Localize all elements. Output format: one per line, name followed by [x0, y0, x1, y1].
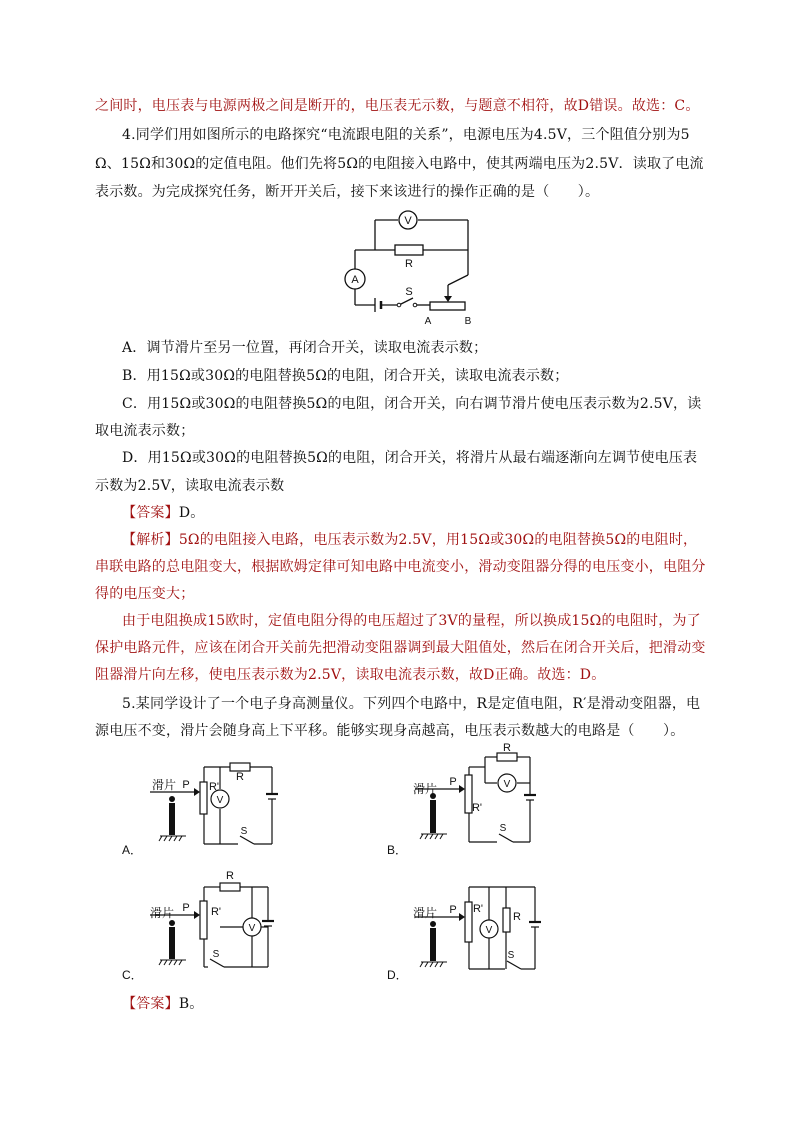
end-b-label: B — [464, 316, 472, 327]
explanation-line-2: 串联电路的总电阻变大，根据欧姆定律可知电路中电流变小，滑动变阻器分得的电压变小，电阻分 — [95, 559, 706, 575]
question-4-line-1: 4.同学们用如图所示的电路探究“电流跟电阻的关系”，电源电压为4.5V，三个阻值分别为5 — [122, 127, 690, 143]
voltmeter-label: V — [485, 925, 493, 936]
switch-label: S — [405, 286, 413, 298]
p-label: P — [449, 776, 457, 788]
end-a-label: A — [424, 316, 432, 327]
explanation-line-1 — [122, 530, 697, 550]
option-4-d-line-2: 示数为2.5V，读取电流表示数 — [95, 478, 285, 494]
question-4-line-2: Ω、15Ω和30Ω的定值电阻。他们先将5Ω的电阻接入电路中，使其两端电压为2.5V．读取了电流 — [95, 156, 704, 172]
person-icon — [430, 921, 436, 961]
p-label: P — [182, 902, 190, 914]
r-label: R — [226, 870, 234, 882]
option-4-c-line-2: 取电流表示数； — [95, 423, 195, 439]
s-label: S — [499, 823, 507, 834]
option-label: A． — [122, 843, 143, 857]
answer-label: 【答案】 — [122, 996, 179, 1012]
s-label: S — [507, 950, 515, 961]
option-4-b: B．用15Ω或30Ω的电阻替换5Ω的电阻，闭合开关，读取电流表示数； — [122, 368, 569, 384]
voltmeter-label: V — [216, 795, 224, 806]
voltmeter-label: V — [404, 215, 412, 227]
prev-answer-tail: 之间时，电压表与电源两极之间是断开的，电压表无示数，与题意不相符，故D错误。故选：C。 — [95, 98, 700, 114]
q5-figure-a — [120, 752, 290, 862]
r-label: R — [513, 911, 521, 923]
slider-label: 滑片 — [152, 778, 177, 792]
explanation-line-4: 由于电阻换成15欧时，定值电阻分得的电压超过了3V的量程，所以换成15Ω的电阻时，为了 — [122, 613, 701, 629]
answer-4 — [122, 503, 204, 523]
option-4-a: A．调节滑片至另一位置，再闭合开关，读取电流表示数； — [122, 340, 488, 356]
r-label: R — [236, 771, 244, 783]
resistor-label: R — [405, 258, 413, 270]
q4-circuit-diagram — [335, 205, 485, 330]
slider-label: 滑片 — [413, 782, 438, 796]
explanation-line-3: 得的电压变大； — [95, 586, 195, 602]
option-4-d-line-1: D．用15Ω或30Ω的电阻替换5Ω的电阻，闭合开关，将滑片从最右端逐渐向左调节使电压表 — [122, 450, 698, 466]
r-prime-label: R' — [208, 781, 220, 793]
r-prime-label: R' — [471, 802, 483, 814]
explanation-line-5: 保护电路元件，应该在闭合开关前先把滑动变阻器调到最大阻值处，然后在闭合开关后，把滑动变 — [95, 640, 706, 656]
explanation-label: 【解析】 — [122, 532, 179, 548]
option-label: D． — [387, 968, 408, 982]
r-label: R — [503, 742, 511, 754]
person-icon — [169, 796, 175, 835]
person-icon — [169, 920, 175, 959]
p-label: P — [449, 904, 457, 916]
answer-5 — [122, 994, 204, 1014]
option-label: B． — [387, 843, 408, 857]
person-icon — [430, 793, 436, 833]
question-5-line-1: 5.某同学设计了一个电子身高测量仪。下列四个电路中，R是定值电阻，R′是滑动变阻器，电 — [122, 696, 701, 712]
q5-figure-c — [120, 865, 290, 983]
answer-label: 【答案】 — [122, 505, 179, 521]
slider-label: 滑片 — [150, 906, 175, 920]
question-4-line-3: 表示数。为完成探究任务，断开开关后，接下来该进行的操作正确的是（ ）。 — [95, 184, 600, 200]
voltmeter-label: V — [248, 923, 256, 934]
r-prime-label: R' — [472, 903, 484, 915]
voltmeter-label: V — [503, 779, 511, 790]
answer-value: B。 — [178, 996, 204, 1012]
p-label: P — [182, 779, 190, 791]
s-label: S — [212, 949, 220, 960]
explanation-line-6: 阻器滑片向左移，使电压表示数为2.5V，读取电流表示数，故D正确。故选：D。 — [95, 667, 606, 683]
option-label: C． — [122, 968, 143, 982]
s-label: S — [240, 826, 248, 837]
slider-label: 滑片 — [413, 906, 438, 920]
q5-figure-b — [385, 742, 555, 862]
ammeter-label: A — [351, 274, 359, 286]
explanation-text: 5Ω的电阻接入电路，电压表示数为2.5V，用15Ω或30Ω的电阻替换5Ω的电阻时， — [178, 532, 698, 548]
q5-figure-d — [385, 872, 555, 984]
answer-value: D。 — [178, 505, 205, 521]
option-4-c-line-1: C．用15Ω或30Ω的电阻替换5Ω的电阻，闭合开关，向右调节滑片使电压表示数为2.5V，读 — [122, 396, 702, 412]
r-prime-label: R' — [210, 906, 222, 918]
question-5-line-2: 源电压不变，滑片会随身高上下平移。能够实现身高越高，电压表示数越大的电路是（ ）。 — [95, 723, 685, 739]
